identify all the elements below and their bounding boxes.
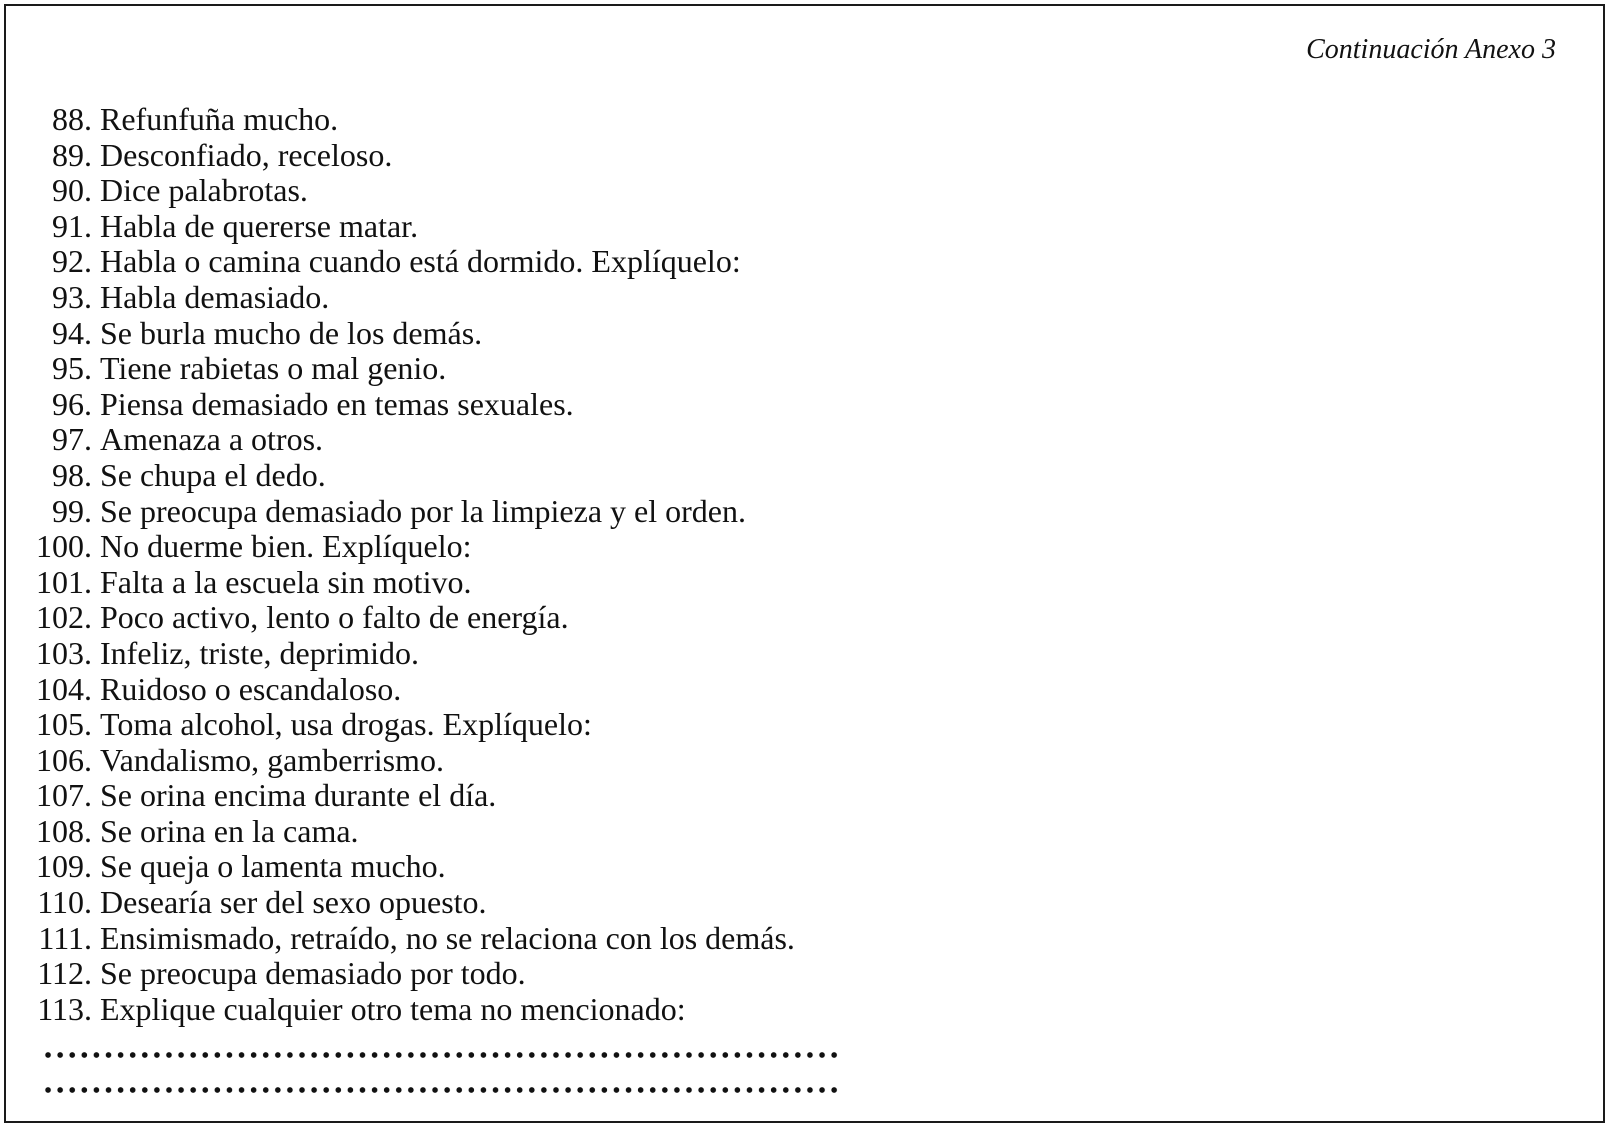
item-text: Se orina encima durante el día. xyxy=(100,777,497,814)
item-number: 103. xyxy=(36,634,92,671)
item-number: 98. xyxy=(52,456,92,493)
item-number: 108. xyxy=(36,812,92,849)
list-item xyxy=(0,992,795,1028)
list-item xyxy=(0,849,795,885)
list-item xyxy=(0,387,795,423)
page-header: Continuación Anexo 3 xyxy=(1306,34,1556,65)
item-list xyxy=(0,102,795,1027)
item-text: Falta a la escuela sin motivo. xyxy=(100,563,472,600)
item-number: 104. xyxy=(36,670,92,707)
item-text: Toma alcohol, usa drogas. Explíquelo: xyxy=(100,706,592,743)
item-number: 113. xyxy=(37,990,92,1027)
list-item xyxy=(0,102,795,138)
item-text: Se burla mucho de los demás. xyxy=(100,314,483,351)
item-text: No duerme bien. Explíquelo: xyxy=(100,528,472,565)
item-text: Explique cualquier otro tema no mencionado: xyxy=(100,990,686,1027)
item-text: Ensimismado, retraído, no se relaciona con los demás. xyxy=(100,919,795,956)
item-text: Se preocupa demasiado por la limpieza y el orden. xyxy=(100,492,746,529)
item-number: 93. xyxy=(52,278,92,315)
list-item xyxy=(0,636,795,672)
item-text: Dice palabrotas. xyxy=(100,172,308,209)
item-text: Refunfuña mucho. xyxy=(100,101,339,137)
list-item xyxy=(0,209,795,245)
item-number: 97. xyxy=(52,421,92,458)
item-text: Desearía ser del sexo opuesto. xyxy=(100,884,487,921)
list-item xyxy=(0,600,795,636)
item-number: 95. xyxy=(52,350,92,387)
item-text: Poco activo, lento o falto de energía. xyxy=(100,599,569,636)
item-text: Infeliz, triste, deprimido. xyxy=(100,634,420,671)
item-number: 112. xyxy=(37,955,92,992)
item-number: 99. xyxy=(52,492,92,529)
list-item xyxy=(0,743,795,779)
item-text: Se chupa el dedo. xyxy=(100,456,326,493)
list-item xyxy=(0,138,795,174)
list-item xyxy=(0,422,795,458)
item-text: Se queja o lamenta mucho. xyxy=(100,848,446,885)
list-item xyxy=(0,316,795,352)
item-number: 100. xyxy=(36,528,92,565)
item-number: 94. xyxy=(52,314,92,351)
list-item xyxy=(0,280,795,316)
list-item xyxy=(0,921,795,957)
item-number: 105. xyxy=(36,706,92,743)
item-number: 90. xyxy=(52,172,92,209)
list-item xyxy=(0,494,795,530)
list-item xyxy=(0,814,795,850)
list-item xyxy=(0,351,795,387)
list-item xyxy=(0,458,795,494)
item-text: Amenaza a otros. xyxy=(100,421,324,458)
item-number: 92. xyxy=(52,243,92,280)
item-text: Habla o camina cuando está dormido. Explíquelo: xyxy=(100,243,741,280)
item-text: Desconfiado, receloso. xyxy=(100,136,393,173)
item-text: Se orina en la cama. xyxy=(100,812,359,849)
item-number: 111. xyxy=(38,919,92,956)
list-item xyxy=(0,529,795,565)
item-text: Habla de quererse matar. xyxy=(100,207,419,244)
list-item xyxy=(0,707,795,743)
item-number: 107. xyxy=(36,777,92,814)
item-number: 102. xyxy=(36,599,92,636)
list-item xyxy=(0,956,795,992)
item-text: Tiene rabietas o mal genio. xyxy=(100,350,447,387)
item-text: Ruidoso o escandaloso. xyxy=(100,670,402,707)
item-text: Habla demasiado. xyxy=(100,278,330,315)
list-item xyxy=(0,778,795,814)
list-item xyxy=(0,885,795,921)
item-number: 101. xyxy=(36,563,92,600)
item-text: Vandalismo, gamberrismo. xyxy=(100,741,444,778)
item-number: 88. xyxy=(52,101,92,137)
item-number: 91. xyxy=(52,207,92,244)
dotted-answer-line xyxy=(42,1086,842,1094)
item-number: 109. xyxy=(36,848,92,885)
list-item xyxy=(0,244,795,280)
list-item xyxy=(0,565,795,601)
item-text: Piensa demasiado en temas sexuales. xyxy=(100,385,574,422)
dotted-answer-line xyxy=(42,1051,842,1059)
item-number: 110. xyxy=(37,884,92,921)
list-item xyxy=(0,672,795,708)
item-number: 89. xyxy=(52,136,92,173)
item-text: Se preocupa demasiado por todo. xyxy=(100,955,526,992)
item-number: 96. xyxy=(52,385,92,422)
list-item xyxy=(0,173,795,209)
item-number: 106. xyxy=(36,741,92,778)
